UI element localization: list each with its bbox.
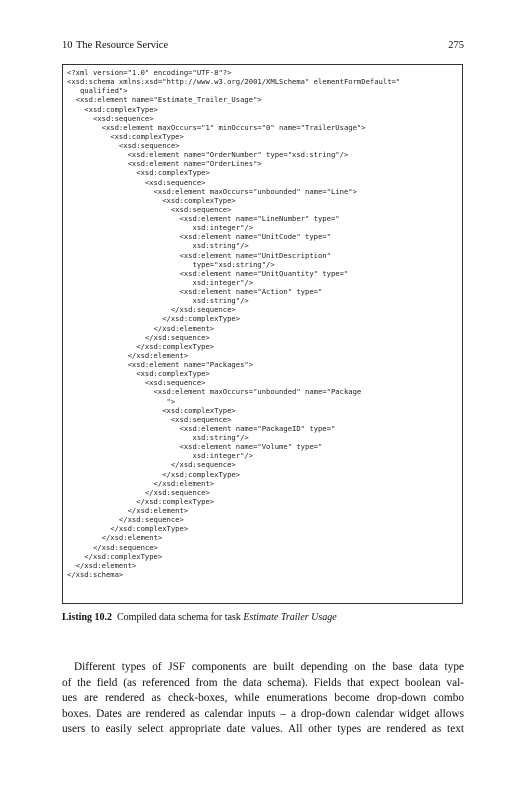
code-line: <xsd:sequence> [67,204,232,214]
code-line: <xsd:complexType> [67,195,236,205]
code-line: xsd:string"/> [67,241,249,251]
listing-label: Listing 10.2 [62,612,113,623]
code-line: <xsd:element name="UnitCode" type=" [67,232,331,242]
code-line: <xsd:element name="UnitQuantity" type=" [67,268,349,278]
code-line: </xsd:complexType> [67,341,215,351]
code-line: <xsd:element name="PackageID" type=" [67,423,336,433]
code-line: </xsd:sequence> [67,305,236,315]
code-line: <xsd:complexType> [67,131,184,141]
code-line: <xsd:sequence> [67,141,180,150]
code-line: <xsd:element maxOccurs="unbounded" name="Package [67,387,362,397]
code-line: <xsd:complexType> [67,369,210,379]
running-header [62,40,464,56]
code-line: <xsd:sequence> [67,177,206,187]
code-line: </xsd:element> [67,478,215,488]
code-line: </xsd:element> [67,350,189,360]
code-line: xsd:string"/> [67,433,249,442]
code-line: xsd:integer"/> [67,223,254,233]
caption-task-name: Estimate Trailer Usage [243,612,337,623]
paragraph-line: Different types of JSF components are built depending on the base data type [74,661,464,673]
code-line: </xsd:element> [67,323,215,333]
code-line: </xsd:complexType> [67,314,241,324]
code-line: <xsd:element name="Packages"> [67,360,254,369]
paragraph-line: boxes. Dates are rendered as calendar inputs – a drop-down calendar widget allows [62,707,464,720]
code-line: </xsd:sequence> [67,487,210,497]
code-line: <xsd:element name="UnitDescription" [67,250,331,260]
code-line: </xsd:sequence> [67,542,158,552]
code-line: </xsd:element> [67,533,163,543]
paragraph-line: ues are rendered as check-boxes, while enumerations become drop-down combo [62,692,464,705]
code-line: <xsd:element maxOccurs="1" minOccurs="0" name="TrailerUsage"> [67,122,366,132]
code-line: <xsd:complexType> [67,168,210,178]
caption-text: Compiled data schema for task [117,612,244,623]
code-line: <xsd:sequence> [67,113,154,123]
code-line: </xsd:schema> [67,569,124,579]
code-line: <xsd:complexType> [67,405,236,415]
page-number: 10 [62,40,73,51]
code-line: xsd:integer"/> [67,451,254,461]
code-line: </xsd:sequence> [67,515,184,525]
code-line: <xsd:element name="OrderNumber" type="xsd:string"/> [67,150,349,160]
code-listing [62,64,463,604]
code-line: <xsd:element name="OrderLines"> [67,159,262,169]
right-page-number: 275 [448,40,464,51]
code-line: </xsd:sequence> [67,460,236,470]
code-line: <xsd:element name="Volume" type=" [67,442,323,452]
chapter-title: The Resource Service [76,40,169,51]
code-line: type="xsd:string"/> [67,259,275,269]
code-line: <xsd:element name="LineNumber" type=" [67,214,340,223]
code-line: xsd:integer"/> [67,277,254,287]
body-paragraph [62,660,464,738]
listing-caption [62,612,337,623]
code-line: </xsd:complexType> [67,496,215,506]
paragraph-line: of the field (as referenced from the data schema). Fields that expect boolean val- [62,676,464,689]
code-line: <?xml version="1.0" encoding="UTF-8"?> [67,68,232,77]
code-line: "> [67,396,176,406]
code-line: qualified"> [67,86,128,96]
code-line: <xsd:element name="Action" type=" [67,287,323,296]
code-line: <xsd:complexType> [67,104,158,114]
code-line: xsd:string"/> [67,296,249,306]
code-line: </xsd:sequence> [67,332,210,342]
code-line: </xsd:element> [67,560,137,570]
code-line: <xsd:sequence> [67,378,206,388]
paragraph-line: users to easily select appropriate date values. All other types are rendered as text [62,723,464,736]
code-line: <xsd:schema xmlns:xsd="http://www.w3.org/2001/XMLSchema" elementFormDefault=" [67,77,401,87]
code-line: <xsd:sequence> [67,414,232,424]
code-line: </xsd:element> [67,506,189,515]
code-line: </xsd:complexType> [67,551,163,561]
code-line: <xsd:element name="Estimate_Trailer_Usage"> [67,95,262,105]
code-line: </xsd:complexType> [67,524,189,534]
code-line: <xsd:element maxOccurs="unbounded" name="Line"> [67,186,357,196]
code-line: </xsd:complexType> [67,469,241,479]
